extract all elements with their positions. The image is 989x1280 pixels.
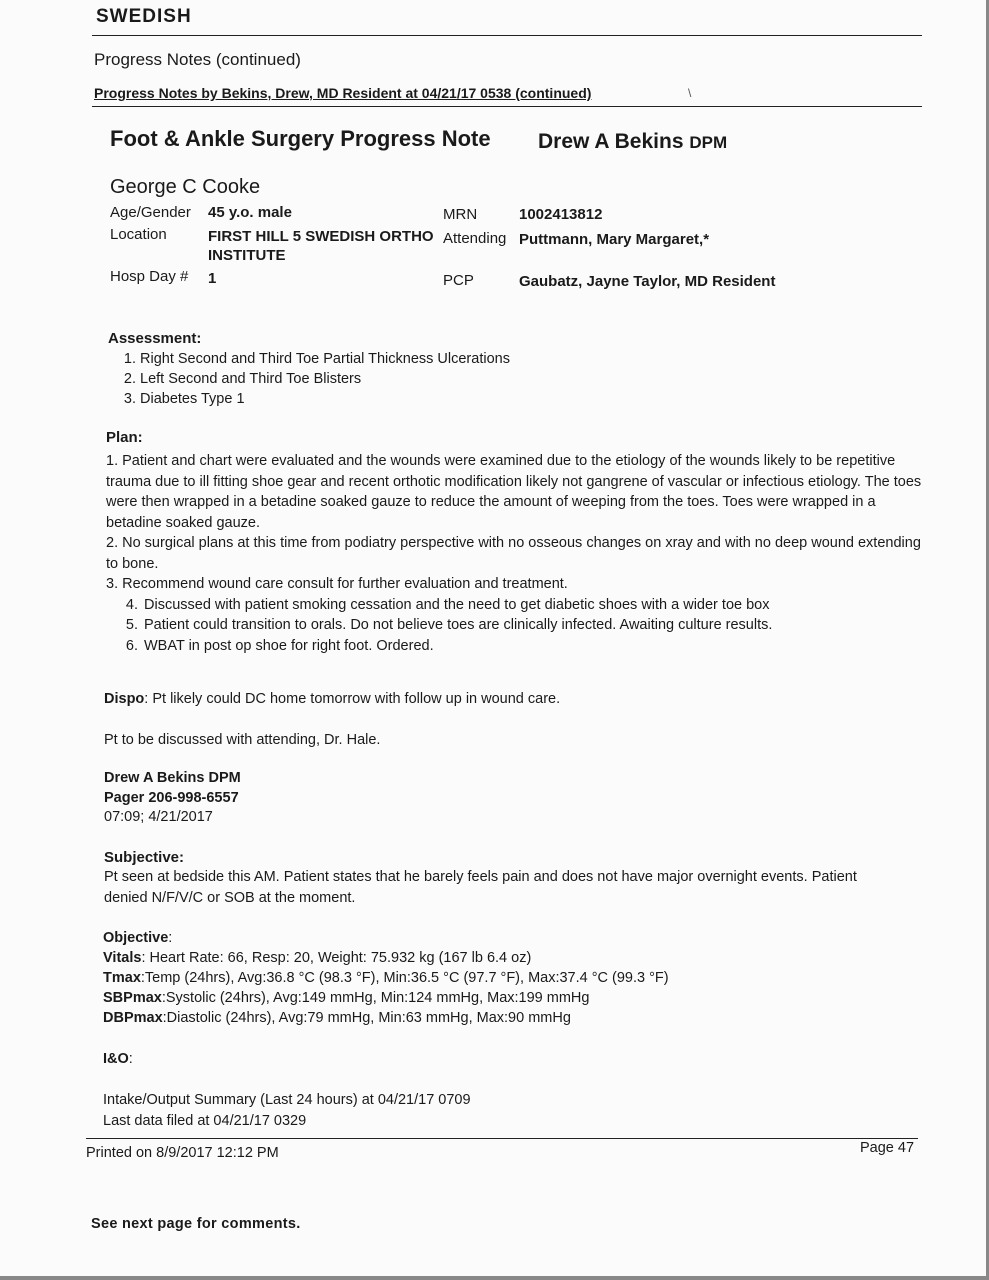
io-heading — [103, 1051, 133, 1067]
objective-heading — [103, 930, 172, 946]
author-credential: DPM — [689, 133, 728, 152]
section-continued-title: Progress Notes (continued) — [94, 50, 301, 69]
age-gender-value: 45 y.o. male — [208, 204, 292, 221]
plan-title: Plan: — [106, 429, 143, 446]
location-label: Location — [110, 226, 167, 243]
plan-paragraph-2: 2. No surgical plans at this time from podiatry perspective with no osseous changes on xray and with no deep wound extending to bone. — [106, 535, 921, 572]
vitals-value: : Heart Rate: 66, Resp: 20, Weight: 75.932 kg (167 lb 6.4 oz) — [141, 950, 532, 966]
io-last-filed: Last data filed at 04/21/17 0329 — [103, 1113, 307, 1129]
header-rule-bottom — [92, 106, 922, 107]
dbp-value: :Diastolic (24hrs), Avg:79 mmHg, Min:63 mmHg, Max:90 mmHg — [162, 1010, 571, 1026]
pcp-value: Gaubatz, Jayne Taylor, MD Resident — [519, 273, 776, 290]
io-colon: : — [128, 1051, 133, 1067]
age-gender-label: Age/Gender — [110, 204, 191, 221]
page-number: Page 47 — [860, 1140, 915, 1156]
assessment-title: Assessment: — [108, 330, 202, 347]
location-value-line2: INSTITUTE — [208, 247, 286, 264]
vitals-label: Vitals — [103, 950, 142, 966]
signature-pager: Pager 206-998-6557 — [104, 790, 239, 806]
dbp-label: DBPmax — [103, 1010, 163, 1026]
signature-time: 07:09; 4/21/2017 — [104, 809, 213, 825]
location-value-line1: FIRST HILL 5 SWEDISH ORTHO — [208, 228, 434, 245]
printed-on: Printed on 8/9/2017 12:12 PM — [86, 1145, 279, 1161]
subjective-line-2: denied N/F/V/C or SOB at the moment. — [104, 890, 356, 906]
objective-title: Objective — [103, 930, 169, 946]
tmax-value: :Temp (24hrs), Avg:36.8 °C (98.3 °F), Min:36.5 °C (97.7 °F), Max:37.4 °C (99.3 °F) — [140, 970, 669, 986]
sbp-line — [103, 990, 589, 1006]
header-rule-top — [92, 35, 922, 36]
sbp-value: :Systolic (24hrs), Avg:149 mmHg, Min:124 mmHg, Max:199 mmHg — [161, 990, 590, 1006]
attending-value: Puttmann, Mary Margaret,* — [519, 231, 710, 248]
notes-by-line: Progress Notes by Bekins, Drew, MD Resident at 04/21/17 0538 (continued) — [94, 85, 592, 101]
mrn-label: MRN — [443, 206, 478, 223]
assessment-item: 3. Diabetes Type 1 — [140, 389, 510, 409]
scan-edge-bottom — [0, 1276, 989, 1280]
sbp-label: SBPmax — [103, 990, 162, 1006]
attending-label: Attending — [443, 230, 507, 247]
subjective-title: Subjective: — [104, 849, 185, 866]
note-author — [538, 130, 727, 154]
tmax-line — [103, 970, 669, 986]
plan-paragraph-1: 1. Patient and chart were evaluated and the wounds were examined due to the etiology of the wounds likely to be repetitive trauma due to ill fitting shoe gear and recent orthotic modification likely not gangrene of vascular or infectious etiology. The toes were then wrapped in a betadine soaked gauze to reduce the amount of weeping from the toes. Toes were wrapped in a betadine soaked gauze. — [106, 453, 922, 531]
plan-item: 4. Discussed with patient smoking cessation and the need to get diabetic shoes with a wider toe box — [142, 595, 926, 616]
io-title: I&O — [103, 1051, 129, 1067]
discuss-line: Pt to be discussed with attending, Dr. Hale. — [104, 732, 381, 748]
plan-paragraph-3: 3. Recommend wound care consult for further evaluation and treatment. — [106, 576, 568, 592]
note-title: Foot & Ankle Surgery Progress Note — [110, 126, 491, 151]
hosp-day-value: 1 — [208, 270, 217, 287]
pen-mark: \ — [688, 86, 692, 100]
author-name: Drew A Bekins — [538, 130, 684, 153]
io-summary: Intake/Output Summary (Last 24 hours) at 04/21/17 0709 — [103, 1092, 471, 1108]
dispo-line — [104, 691, 560, 707]
signature-name: Drew A Bekins DPM — [104, 770, 241, 786]
assessment-item: 2. Left Second and Third Toe Blisters — [140, 369, 510, 389]
objective-colon: : — [168, 930, 173, 946]
dispo-label: Dispo — [104, 691, 145, 707]
tmax-label: Tmax — [103, 970, 141, 986]
dispo-text: : Pt likely could DC home tomorrow with follow up in wound care. — [144, 691, 561, 707]
assessment-list — [110, 349, 510, 409]
see-next-page-note: See next page for comments. — [91, 1216, 301, 1232]
subjective-line-1: Pt seen at bedside this AM. Patient states that he barely feels pain and does not have major overnight events. Patient — [104, 869, 857, 885]
patient-name: George C Cooke — [110, 176, 261, 198]
plan-item: 6. WBAT in post op shoe for right foot. Ordered. — [142, 636, 926, 657]
mrn-value: 1002413812 — [519, 206, 603, 223]
vitals-line — [103, 950, 531, 966]
plan-item: 5. Patient could transition to orals. Do not believe toes are clinically infected. Awaiting culture results. — [142, 615, 926, 636]
assessment-item: 1. Right Second and Third Toe Partial Thickness Ulcerations — [140, 349, 510, 369]
footer-rule — [86, 1138, 918, 1139]
pcp-label: PCP — [443, 272, 474, 289]
swedish-logo: SWEDISH — [96, 6, 192, 27]
plan-body — [106, 451, 926, 656]
dbp-line — [103, 1010, 571, 1026]
hosp-day-label: Hosp Day # — [110, 268, 189, 285]
